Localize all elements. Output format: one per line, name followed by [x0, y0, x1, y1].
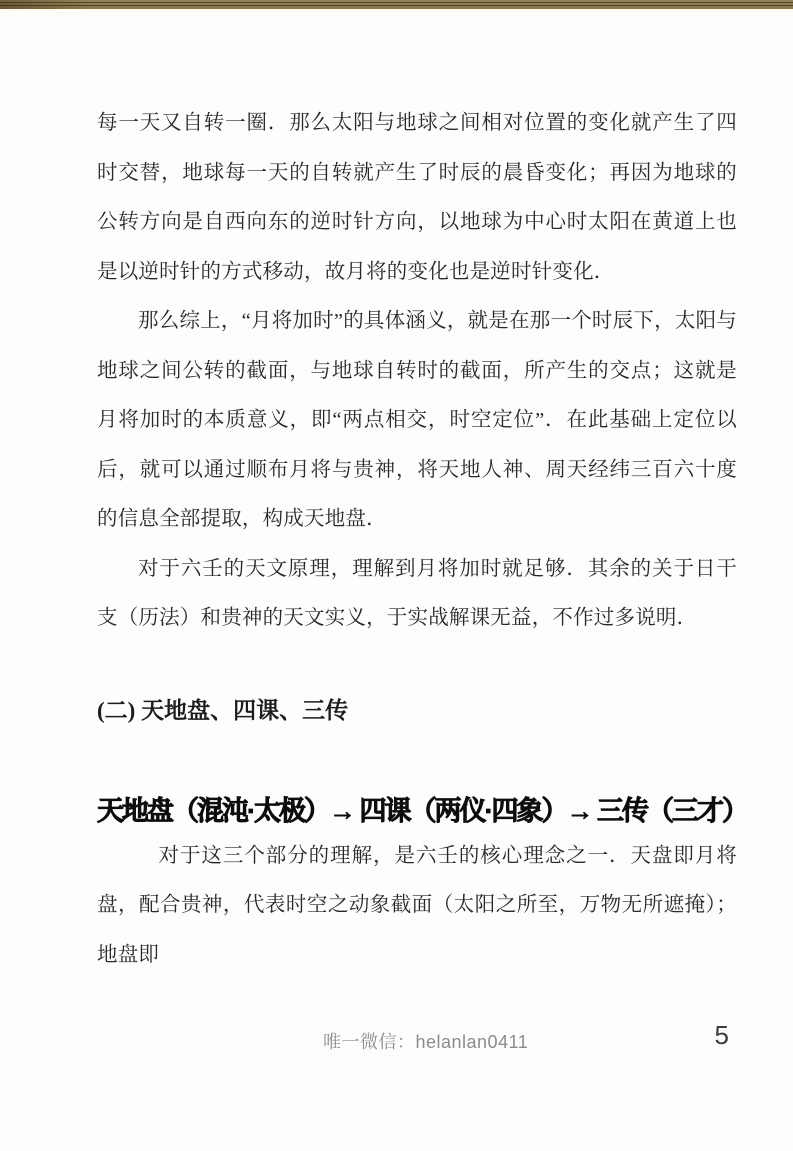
paragraph-tianpan-dipan: 对于这三个部分的理解，是六壬的核心理念之一．天盘即月将盘，配合贵神，代表时空之动象截面（太阳之所至，万物无所遮掩）；地盘即 — [97, 844, 737, 966]
paragraph-astronomy-summary: 对于六壬的天文原理，理解到月将加时就足够．其余的关于日干支（历法）和贵神的天文实义，于实战解课无益，不作过多说明． — [97, 557, 737, 629]
scan-book-edge-strip — [0, 0, 793, 9]
paragraph-yuejiang-jiashi: 那么综上，“月将加时”的具体涵义，就是在那一个时辰下，太阳与地球之间公转的截面，与地球自转时的截面，所产生的交点；这就是月将加时的本质意义，即“两点相交，时空定位”．在此基础上定位以后，就可以通过顺布月将与贵神，将天地人神、周天经纬三百六十度的信息全部提取，构成天地盘． — [97, 310, 737, 530]
footer-wechat-id: 唯一微信：helanlan0411 — [323, 1032, 529, 1052]
page-number: 5 — [714, 1020, 729, 1050]
section-heading: (二) 天地盘、四课、三传 — [97, 697, 349, 723]
flow-diagram-line: 天地盘（混沌·太极）→ 四课（两仪·四象）→ 三传（三才） — [97, 795, 747, 826]
paragraph-continuation: 每一天又自转一圈．那么太阳与地球之间相对位置的变化就产生了四时交替，地球每一天的自转就产生了时辰的晨昏变化；再因为地球的公转方向是自西向东的逆时针方向，以地球为中心时太阳在黄道上也是以逆时针的方式移动，故月将的变化也是逆时针变化． — [97, 112, 737, 283]
page-content — [97, 99, 747, 980]
